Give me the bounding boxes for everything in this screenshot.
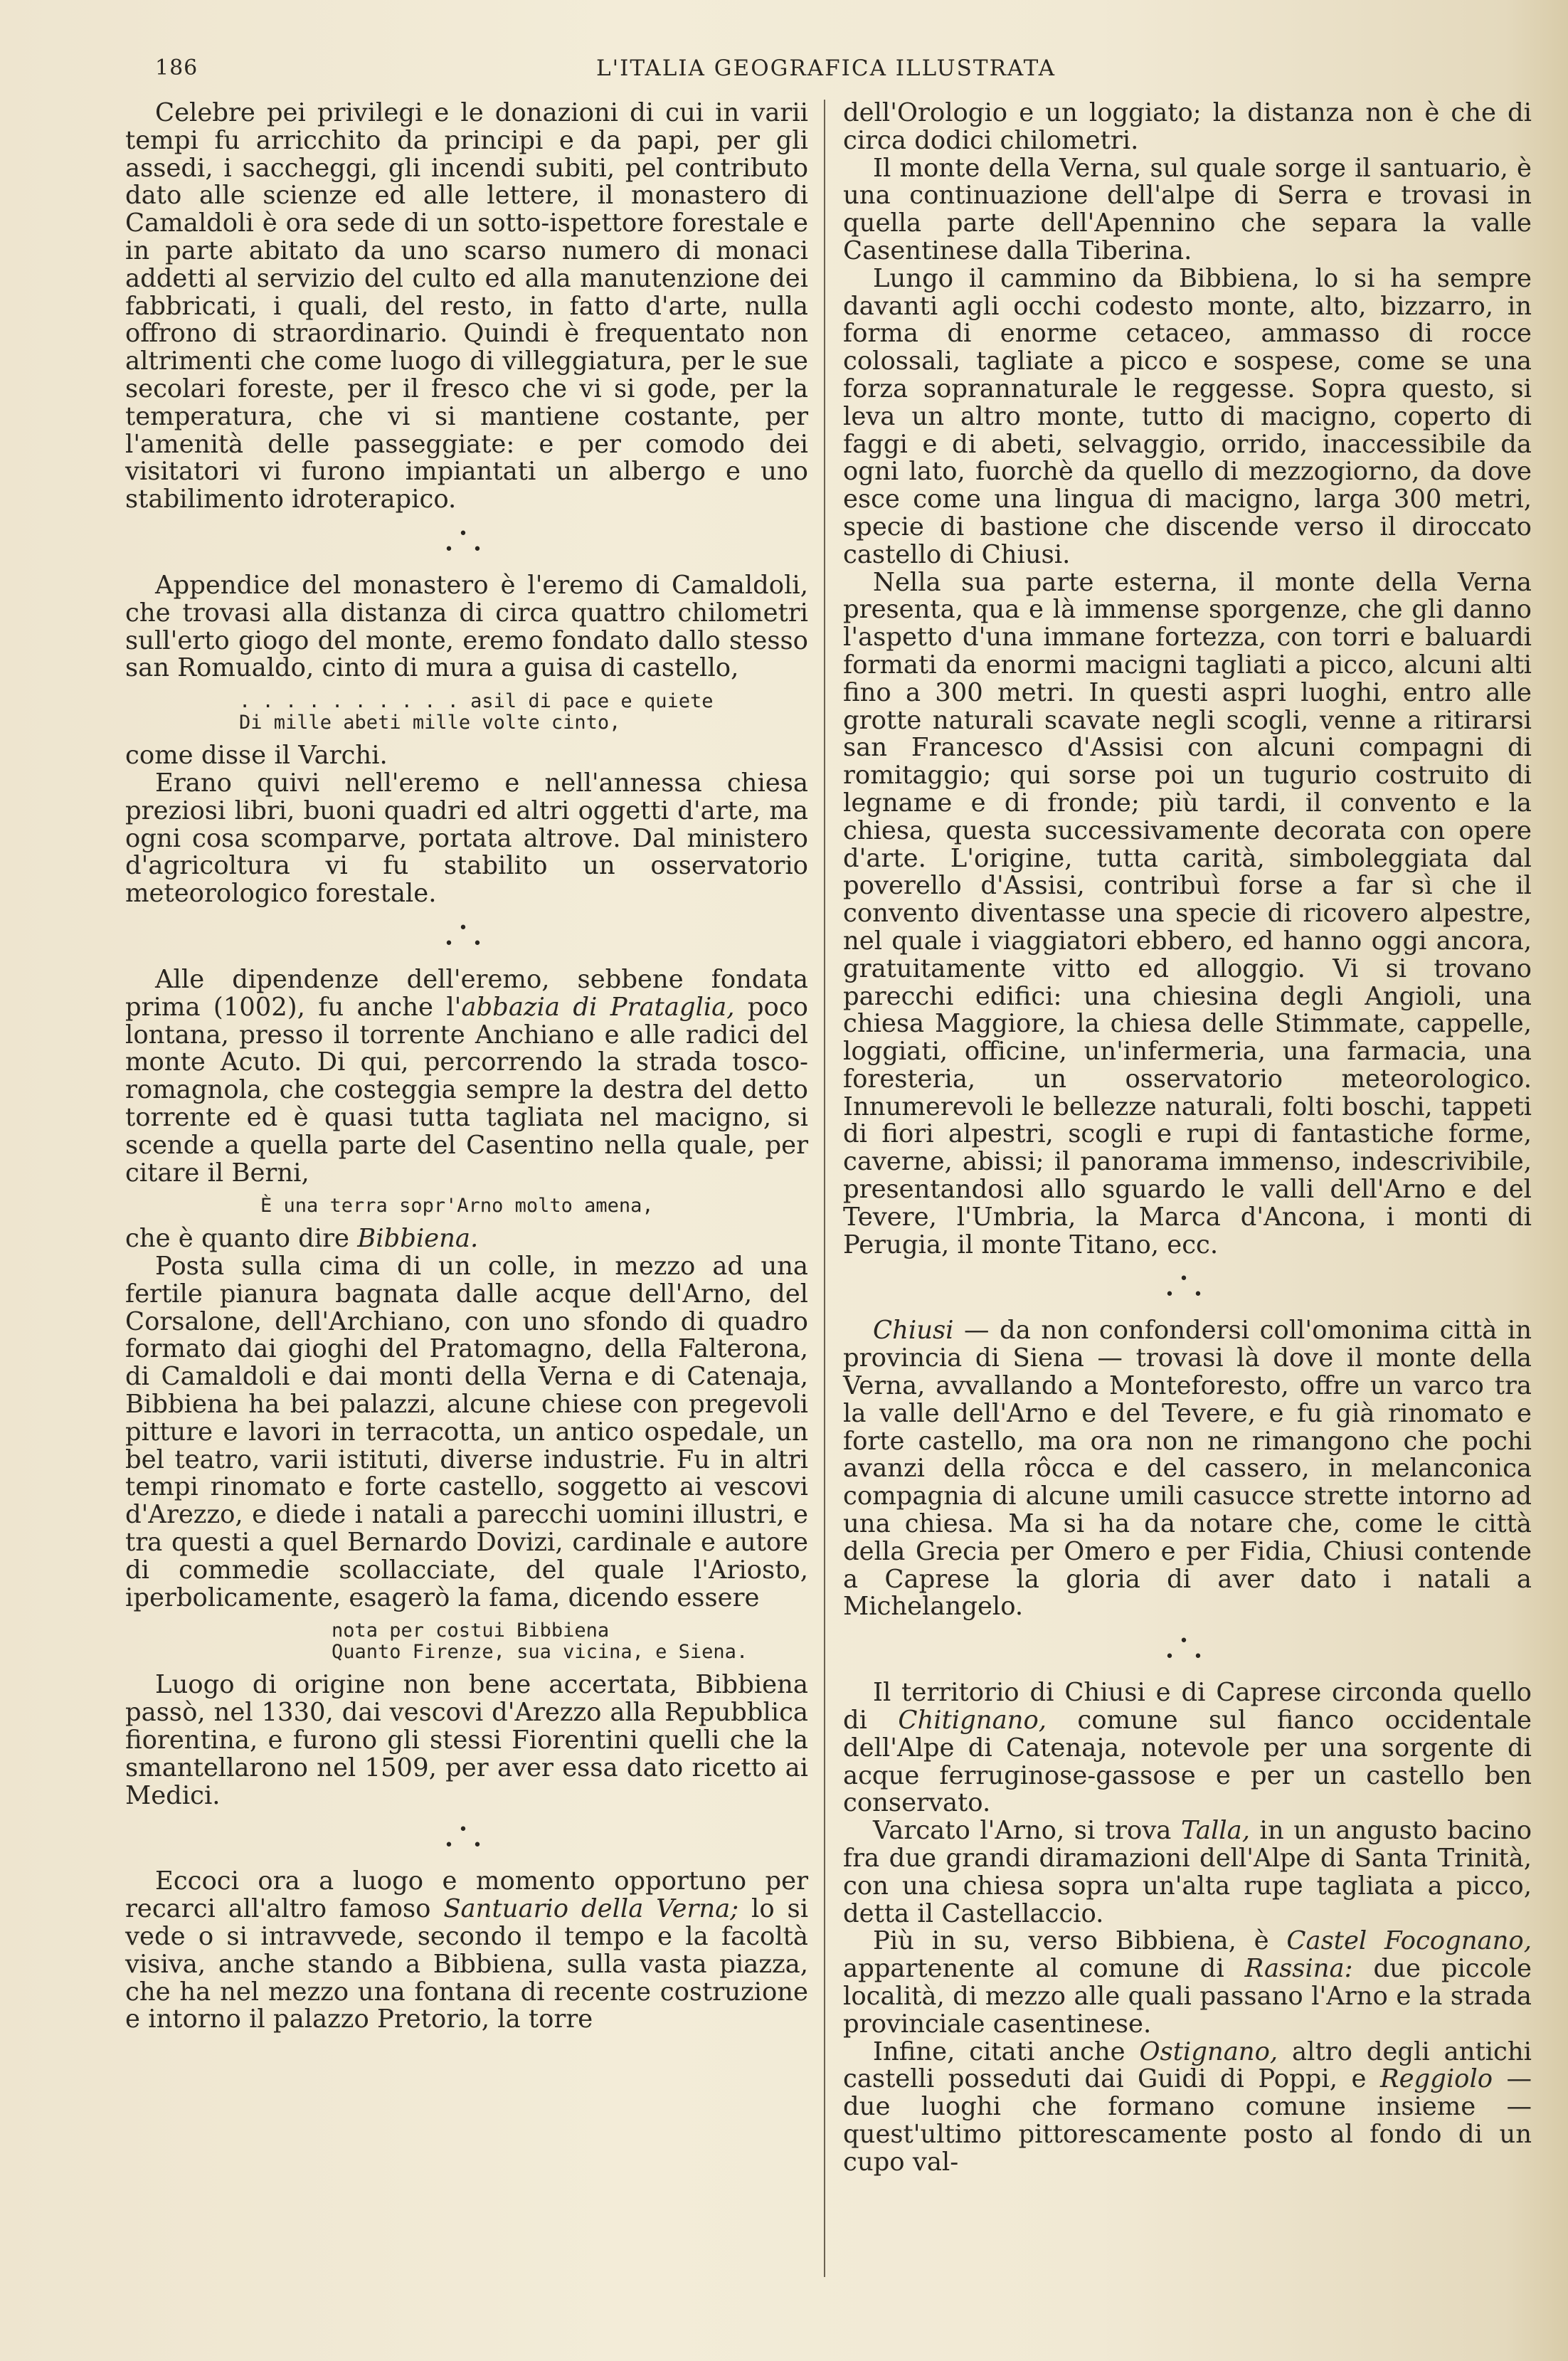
verse-quote bbox=[125, 1620, 808, 1663]
paragraph bbox=[125, 1225, 808, 1253]
verse-quote bbox=[125, 691, 808, 734]
column-divider bbox=[824, 100, 825, 2277]
paragraph: Il monte della Verna, sul quale sorge il santuario, è una continuazione dell'alpe di Serra e trovasi in quella parte dell'Apennino che separa la valle Casentinese dalla Tiberina. bbox=[843, 153, 1532, 265]
text-run: — da non confondersi coll'omonima città in provincia di Siena — trovasi là dove il monte della Verna, avvallando a Monteforesto, offre un varco tra la valle dell'Arno e del Tevere, e fu già rinomato e forte castello, ma ora non ne rimangono che pochi avanzi della rôcca e del cassero, in melanconica compagnia di alcune umili casucce strette intorno ad una chiesa. Ma si ha da notare che, come le città della Grecia per Omero e per Fidia, Chiusi contende a Caprese la gloria di aver dato i natali a Michelangelo. bbox=[843, 1316, 1532, 1622]
section-separator: • • • bbox=[1165, 1632, 1210, 1667]
text-run: Più in su, verso Bibbiena, è bbox=[873, 1926, 1287, 1956]
italic-place-name: Santuario della Verna; bbox=[443, 1894, 739, 1924]
italic-place-name: Talla, bbox=[1181, 1816, 1250, 1846]
verse-line: È una terra sopr'Arno molto amena, bbox=[260, 1195, 654, 1218]
italic-place-name: Reggiolo bbox=[1379, 2064, 1493, 2094]
italic-place-name: Ostignano, bbox=[1139, 2037, 1278, 2066]
paragraph: Nella sua parte esterna, il monte della Verna presenta, qua e là immense sporgenze, che gli danno l'aspetto d'una immane fortezza, con torri e baluardi formati da enormi macigni tagliati a picco, alcuni alti fino a 300 metri. In questi aspri luoghi, entro alle grotte naturali scavate negli scogli, venne a ritirarsi san Francesco d'Assisi con alcuni compagni di romitaggio; qui sorse poi un tugurio costruito di legname e di fronde; più tardi, il convento e la chiesa, questa successivamente decorata con opere d'arte. L'origine, tutta carità, simboleggiata dal poverello d'Assisi, contribuì forse a far sì che il convento diventasse una specie di ricovero alpestre, nel quale i viaggiatori ebbero, ed hanno oggi ancora, gratuitamente vitto ed alloggio. Vi si trovano parecchi edifici: una chiesina degli Angioli, una chiesa Maggiore, la chiesa delle Stimmate, cappelle, loggiati, officine, un'infermeria, una farmacia, una foresteria, un osservatorio meteorologico. Innumerevoli le bellezze naturali, folti boschi, tappeti di fiori alpestri, scogli e rupi di fantastiche forme, caverne, abissi; il panorama immenso, indescrivibile, presentandosi allo sguardo le valli dell'Arno e del Tevere, l'Umbria, la Marca d'Ancona, i monti di Perugia, il monte Titano, ecc. bbox=[843, 567, 1532, 1259]
paragraph bbox=[843, 1817, 1532, 1928]
left-column bbox=[125, 100, 808, 2034]
paragraph: Posta sulla cima di un colle, in mezzo ad una fertile pianura bagnata dalle acque dell'Arno, del Corsalone, dell'Archiano, con uno sfondo di quadro formato dai gioghi del Pratomagno, della Falterona, di Camaldoli e dai monti della Verna e di Catenaja, Bibbiena ha bei palazzi, alcune chiese con pregevoli pitture e lavori in terracotta, un antico ospedale, un bel teatro, varii istituti, diverse industrie. Fu in altri tempi rinomato e forte castello, soggetto ai vescovi d'Arezzo, e diede i natali a parecchi uomini illustri, e tra questi a quel Bernardo Dovizi, cardinale e autore di commedie scollacciate, del quale l'Ariosto, iperbolicamente, esagerò la fama, dicendo essere bbox=[125, 1252, 808, 1612]
running-title: L'ITALIA GEOGRAFICA ILLUSTRATA bbox=[596, 56, 1056, 81]
right-column bbox=[843, 100, 1532, 2177]
text-run: Il territorio di Chiusi e di Caprese circonda quello di bbox=[843, 1678, 1532, 1736]
paragraph bbox=[843, 2039, 1532, 2177]
italic-place-name: Castel Focognano, bbox=[1286, 1926, 1532, 1956]
verse-line: nota per costui Bibbiena bbox=[332, 1620, 610, 1642]
section-separator: • • • bbox=[444, 524, 489, 559]
italic-place-name: Bibbiena. bbox=[357, 1224, 479, 1254]
paragraph bbox=[843, 1928, 1532, 2038]
text-run: in un angusto bacino fra due grandi diramazioni dell'Alpe di Santa Trinità, con una chiesa sopra un'alta rupe tagliata a picco, detta il Castellaccio. bbox=[843, 1816, 1532, 1928]
section-separator: • • • bbox=[444, 919, 489, 953]
paragraph: come disse il Varchi. bbox=[125, 741, 388, 771]
text-run: che è quanto dire bbox=[125, 1224, 358, 1254]
italic-place-name: Chiusi bbox=[873, 1316, 954, 1346]
text-run: Eccoci ora a luogo e momento opportuno per recarci all'altro famoso bbox=[125, 1866, 808, 1924]
paragraph bbox=[843, 1317, 1532, 1621]
paragraph bbox=[125, 1868, 808, 2034]
text-run: comune sul fianco occidentale dell'Alpe di Catenaja, notevole per una sorgente di acque ferruginose-gassose e per un castello ben conservato. bbox=[843, 1706, 1532, 1818]
text-run: altro degli antichi castelli posseduti dai Guidi di Poppi, e bbox=[843, 2037, 1532, 2094]
text-run: due piccole località, di mezzo alle quali passano l'Arno e la strada provinciale casentinese. bbox=[843, 1954, 1532, 2039]
verse-quote bbox=[125, 1195, 808, 1217]
section-separator: • • • bbox=[1165, 1270, 1210, 1304]
verse-line: . . . . . . . . . . asil di pace e quiete bbox=[239, 690, 714, 713]
text-run: Varcato l'Arno, si trova bbox=[873, 1816, 1181, 1846]
section-separator: • • • bbox=[444, 1821, 489, 1855]
paragraph: Celebre pei privilegi e le donazioni di cui in varii tempi fu arricchito da principi e da papi, per gli assedi, i saccheggi, gli incendi subiti, pel contributo dato alle scienze ed alle lettere, il monastero di Camaldoli è ora sede di un sotto-ispettore forestale e in parte abitato da uno scarso numero di monaci addetti al servizio del culto ed alla manutenzione dei fabbricati, i quali, del resto, in fatto d'arte, nulla offrono di straordinario. Quindi è frequentato non altrimenti che come luogo di villeggiatura, per le sue secolari foreste, per il fresco che vi si gode, per la temperatura, che vi si mantiene costante, per l'amenità delle passeggiate: e per comodo dei visitatori vi furono impiantati un albergo e uno stabilimento idroterapico. bbox=[125, 98, 808, 514]
text-run: lo si vede o si intravvede, secondo il tempo e la facoltà visiva, anche stando a Bibbiena, sulla vasta piazza, che ha nel mezzo una fontana di recente costruzione e intorno il palazzo Pretorio, la torre bbox=[125, 1894, 809, 2034]
text-run: Infine, citati anche bbox=[873, 2037, 1140, 2066]
verse-line: Quanto Firenze, sua vicina, e Siena. bbox=[332, 1641, 748, 1664]
italic-place-name: Chitignano, bbox=[898, 1706, 1047, 1736]
paragraph: Luogo di origine non bene accertata, Bibbiena passò, nel 1330, dai vescovi d'Arezzo alla Repubblica fiorentina, e furono gli stessi Fiorentini quelli che la smantellarono nel 1509, per aver essa dato ricetto ai Medici. bbox=[125, 1670, 808, 1810]
verse-line: Di mille abeti mille volte cinto, bbox=[239, 712, 621, 734]
paragraph: dell'Orologio e un loggiato; la distanza non è che di circa dodici chilometri. bbox=[843, 98, 1532, 155]
italic-place-name: abbazia di Prataglia, bbox=[461, 992, 735, 1022]
paragraph: Lungo il cammino da Bibbiena, lo si ha sempre davanti agli occhi codesto monte, alto, bizzarro, in forma di enorme cetaceo, ammasso di rocce colossali, tagliate a picco e sospese, come se una forza soprannaturale le reggesse. Sopra questo, si leva un altro monte, tutto di macigno, coperto di faggi e di abeti, selvaggio, orrido, inaccessibile da ogni lato, fuorchè da quello di mezzogiorno, da dove esce come una lingua di macigno, larga 300 metri, specie di bastione che discende verso il diroccato castello di Chiusi. bbox=[843, 263, 1532, 569]
paragraph: Erano quivi nell'eremo e nell'annessa chiesa preziosi libri, buoni quadri ed altri oggetti d'arte, ma ogni cosa scomparve, portata altrove. Dal ministero d'agricoltura vi fu stabilito un osservatorio meteorologico forestale. bbox=[125, 768, 808, 909]
text-run: poco lontana, presso il torrente Anchiano e alle radici del monte Acuto. Di qui, percorrendo la strada tosco-romagnola, che costeggia sempre la destra del detto torrente ed è quasi tutta tagliata nel macigno, si scende a quella parte del Casentino nella quale, per citare il Berni, bbox=[125, 992, 808, 1188]
paragraph bbox=[125, 966, 808, 1187]
text-run: Alle dipendenze dell'eremo, sebbene fondata prima (1002), fu anche l' bbox=[125, 964, 808, 1022]
page-number: 186 bbox=[155, 56, 198, 80]
paragraph: Appendice del monastero è l'eremo di Camaldoli, che trovasi alla distanza di circa quattro chilometri sull'erto giogo del monte, eremo fondato dallo stesso san Romualdo, cinto di mura a guisa di castello, bbox=[125, 570, 808, 683]
italic-place-name: Rassina: bbox=[1244, 1954, 1353, 1984]
text-run: appartenente al comune di bbox=[843, 1954, 1245, 1984]
text-run: — due luoghi che formano comune insieme — quest'ultimo pittorescamente posto al fondo di un cupo val- bbox=[843, 2064, 1532, 2177]
paragraph bbox=[843, 1679, 1532, 1817]
